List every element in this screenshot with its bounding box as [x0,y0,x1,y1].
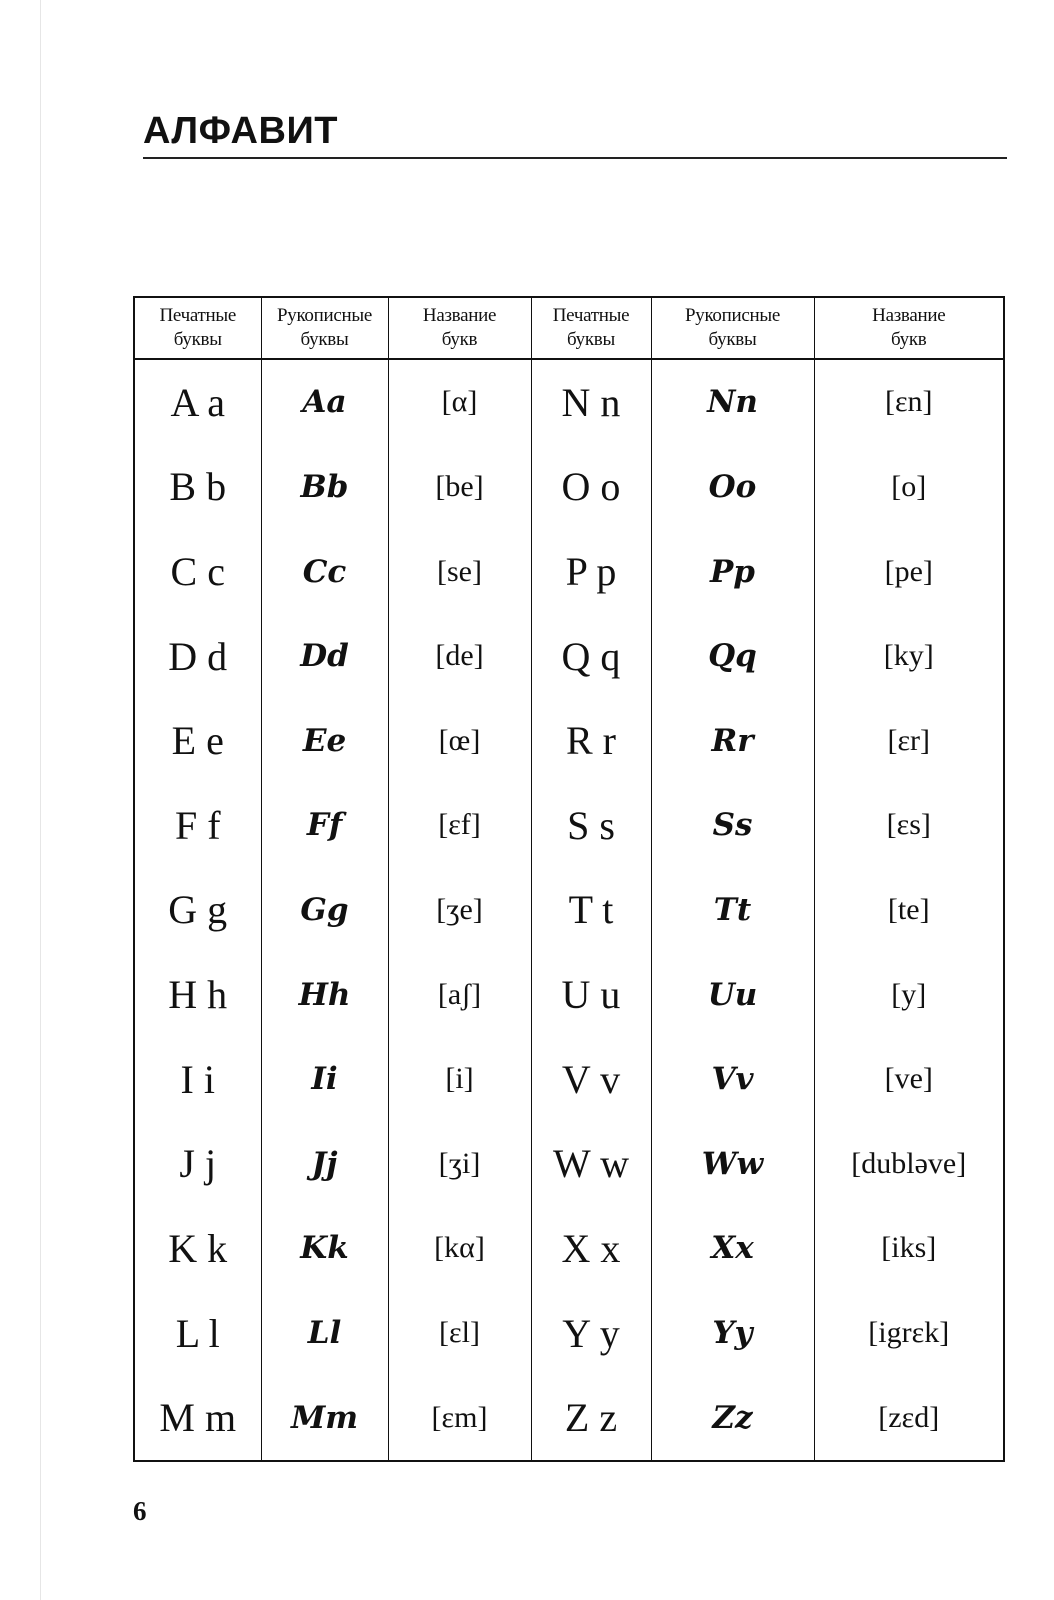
script-letter: Aa [261,359,388,445]
script-letter: Jj [261,1121,388,1206]
printed-letter: J j [134,1121,261,1206]
letter-name: [iks] [814,1206,1004,1291]
script-letter: Mm [261,1375,388,1461]
letter-name: [y] [814,952,1004,1037]
table-row [134,1291,1004,1376]
script-letter: Tt [651,868,814,953]
letter-name: [de] [388,614,531,699]
script-letter: Ii [261,1037,388,1122]
printed-letter: C c [134,529,261,614]
letter-name: [be] [388,445,531,530]
script-letter: Ss [651,783,814,868]
letter-name: [εs] [814,783,1004,868]
letter-name: [εn] [814,359,1004,445]
letter-name: [aʃ] [388,952,531,1037]
printed-letter: E e [134,698,261,783]
table-row [134,359,1004,445]
script-letter: Dd [261,614,388,699]
printed-letter: P p [531,529,651,614]
script-letter: Ff [261,783,388,868]
letter-name: [pe] [814,529,1004,614]
table-row [134,1375,1004,1461]
script-letter: Ee [261,698,388,783]
letter-name: [igrεk] [814,1291,1004,1376]
script-letter: Vv [651,1037,814,1122]
header-script-right: Рукописные буквы [651,297,814,359]
page-title: АЛФАВИТ [143,110,338,152]
script-letter: Ww [651,1121,814,1206]
script-letter: Gg [261,868,388,953]
printed-letter: S s [531,783,651,868]
script-letter: Yy [651,1291,814,1376]
script-letter: Xx [651,1206,814,1291]
alphabet-table [133,296,1005,1462]
script-letter: Kk [261,1206,388,1291]
script-letter: Cc [261,529,388,614]
printed-letter: Q q [531,614,651,699]
letter-name: [o] [814,445,1004,530]
printed-letter: L l [134,1291,261,1376]
printed-letter: X x [531,1206,651,1291]
printed-letter: U u [531,952,651,1037]
table-row [134,614,1004,699]
printed-letter: G g [134,868,261,953]
letter-name: [ve] [814,1037,1004,1122]
title-underline [143,157,1007,159]
letter-name: [zεd] [814,1375,1004,1461]
letter-name: [ʒi] [388,1121,531,1206]
letter-name: [εl] [388,1291,531,1376]
table-body [134,359,1004,1461]
table-row [134,698,1004,783]
letter-name: [se] [388,529,531,614]
letter-name: [dubləve] [814,1121,1004,1206]
header-printed-left: Печатные буквы [134,297,261,359]
printed-letter: Y y [531,1291,651,1376]
printed-letter: K k [134,1206,261,1291]
page-gutter-line [40,0,41,1600]
table-row [134,1037,1004,1122]
letter-name: [ky] [814,614,1004,699]
table-header-row [134,297,1004,359]
table-row [134,445,1004,530]
script-letter: Bb [261,445,388,530]
header-script-left: Рукописные буквы [261,297,388,359]
script-letter: Ll [261,1291,388,1376]
script-letter: Uu [651,952,814,1037]
script-letter: Rr [651,698,814,783]
letter-name: [i] [388,1037,531,1122]
table-row [134,783,1004,868]
header-name-right: Название букв [814,297,1004,359]
table-row [134,952,1004,1037]
header-printed-right: Печатные буквы [531,297,651,359]
printed-letter: F f [134,783,261,868]
printed-letter: N n [531,359,651,445]
printed-letter: T t [531,868,651,953]
printed-letter: W w [531,1121,651,1206]
table-row [134,868,1004,953]
printed-letter: R r [531,698,651,783]
script-letter: Oo [651,445,814,530]
letter-name: [te] [814,868,1004,953]
printed-letter: Z z [531,1375,651,1461]
letter-name: [εm] [388,1375,531,1461]
script-letter: Zz [651,1375,814,1461]
table-row [134,529,1004,614]
script-letter: Hh [261,952,388,1037]
printed-letter: I i [134,1037,261,1122]
printed-letter: A a [134,359,261,445]
printed-letter: V v [531,1037,651,1122]
script-letter: Pp [651,529,814,614]
letter-name: [εf] [388,783,531,868]
printed-letter: B b [134,445,261,530]
header-name-left: Название букв [388,297,531,359]
letter-name: [kα] [388,1206,531,1291]
printed-letter: D d [134,614,261,699]
page-number: 6 [133,1496,147,1526]
script-letter: Qq [651,614,814,699]
letter-name: [εr] [814,698,1004,783]
letter-name: [α] [388,359,531,445]
letter-name: [œ] [388,698,531,783]
printed-letter: O o [531,445,651,530]
alphabet-table-container [133,296,1003,1462]
script-letter: Nn [651,359,814,445]
table-row [134,1206,1004,1291]
printed-letter: H h [134,952,261,1037]
printed-letter: M m [134,1375,261,1461]
letter-name: [ʒe] [388,868,531,953]
table-row [134,1121,1004,1206]
